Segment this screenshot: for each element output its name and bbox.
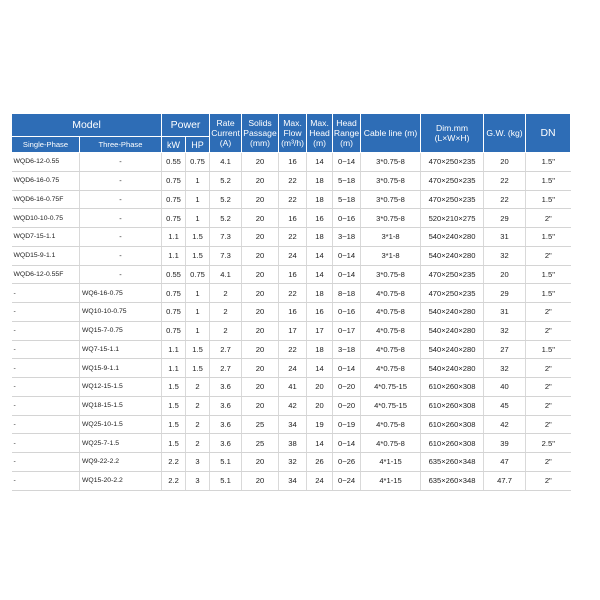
solids-cell: 20 xyxy=(242,284,279,303)
weight-cell: 29 xyxy=(484,209,526,228)
cable-cell: 4*0.75-15 xyxy=(361,378,421,397)
current-cell: 5.2 xyxy=(210,209,242,228)
solids-cell: 20 xyxy=(242,209,279,228)
table-row xyxy=(12,396,571,415)
head-range-cell: 0~16 xyxy=(333,303,361,322)
three-phase-cell: - xyxy=(80,171,162,190)
current-cell: 2.7 xyxy=(210,359,242,378)
flow-cell: 22 xyxy=(279,190,307,209)
hp-cell: 1.5 xyxy=(186,246,210,265)
table-row xyxy=(12,153,571,172)
cable-cell: 4*0.75-8 xyxy=(361,415,421,434)
head-range-cell: 0~20 xyxy=(333,396,361,415)
weight-cell: 45 xyxy=(484,396,526,415)
dn-cell: 1.5" xyxy=(526,190,571,209)
header-model: Model xyxy=(12,114,162,137)
dn-cell: 2.5" xyxy=(526,434,571,453)
dimension-cell: 610×260×308 xyxy=(421,434,484,453)
three-phase-cell: WQ18-15-1.5 xyxy=(80,396,162,415)
head-cell: 26 xyxy=(307,453,333,472)
kw-cell: 1.5 xyxy=(162,396,186,415)
dn-cell: 2" xyxy=(526,415,571,434)
cable-cell: 4*0.75-8 xyxy=(361,434,421,453)
weight-cell: 20 xyxy=(484,153,526,172)
hp-cell: 1 xyxy=(186,190,210,209)
cable-cell: 3*0.75-8 xyxy=(361,153,421,172)
current-cell: 2.7 xyxy=(210,340,242,359)
kw-cell: 1.5 xyxy=(162,434,186,453)
solids-cell: 20 xyxy=(242,378,279,397)
dimension-cell: 540×240×280 xyxy=(421,321,484,340)
header-max-flow: Max. Flow (m³/h) xyxy=(279,114,307,153)
table-row xyxy=(12,340,571,359)
cable-cell: 4*0.75-8 xyxy=(361,359,421,378)
head-range-cell: 0~14 xyxy=(333,246,361,265)
hp-cell: 2 xyxy=(186,378,210,397)
table-row xyxy=(12,434,571,453)
weight-cell: 31 xyxy=(484,303,526,322)
current-cell: 2 xyxy=(210,303,242,322)
head-range-cell: 0~17 xyxy=(333,321,361,340)
current-cell: 7.3 xyxy=(210,246,242,265)
dn-cell: 1.5" xyxy=(526,265,571,284)
kw-cell: 2.2 xyxy=(162,471,186,490)
dn-cell: 2" xyxy=(526,359,571,378)
kw-cell: 0.75 xyxy=(162,284,186,303)
header-max-head: Max. Head (m) xyxy=(307,114,333,153)
solids-cell: 20 xyxy=(242,453,279,472)
three-phase-cell: - xyxy=(80,228,162,247)
table-header xyxy=(12,114,571,153)
cable-cell: 4*0.75-8 xyxy=(361,303,421,322)
cable-cell: 4*0.75-15 xyxy=(361,396,421,415)
dimension-cell: 540×240×280 xyxy=(421,303,484,322)
single-phase-cell: WQD6-12-0.55 xyxy=(12,153,80,172)
table-row xyxy=(12,190,571,209)
cable-cell: 3*1-8 xyxy=(361,228,421,247)
header-gross-weight: G.W. (kg) xyxy=(484,114,526,153)
dimension-cell: 470×250×235 xyxy=(421,153,484,172)
hp-cell: 1 xyxy=(186,303,210,322)
table-row xyxy=(12,303,571,322)
solids-cell: 20 xyxy=(242,265,279,284)
dimension-cell: 635×260×348 xyxy=(421,471,484,490)
hp-cell: 1 xyxy=(186,284,210,303)
current-cell: 4.1 xyxy=(210,153,242,172)
table-row xyxy=(12,453,571,472)
three-phase-cell: WQ15-9-1.1 xyxy=(80,359,162,378)
single-phase-cell: - xyxy=(12,321,80,340)
hp-cell: 3 xyxy=(186,453,210,472)
dn-cell: 2" xyxy=(526,378,571,397)
table-row xyxy=(12,209,571,228)
table-row xyxy=(12,171,571,190)
weight-cell: 27 xyxy=(484,340,526,359)
cable-cell: 3*0.75-8 xyxy=(361,265,421,284)
weight-cell: 40 xyxy=(484,378,526,397)
weight-cell: 31 xyxy=(484,228,526,247)
kw-cell: 1.5 xyxy=(162,415,186,434)
solids-cell: 20 xyxy=(242,153,279,172)
kw-cell: 0.75 xyxy=(162,303,186,322)
three-phase-cell: WQ12-15-1.5 xyxy=(80,378,162,397)
head-range-cell: 0~26 xyxy=(333,453,361,472)
table-row xyxy=(12,246,571,265)
kw-cell: 0.75 xyxy=(162,209,186,228)
dimension-cell: 540×240×280 xyxy=(421,246,484,265)
three-phase-cell: - xyxy=(80,209,162,228)
head-range-cell: 3~18 xyxy=(333,228,361,247)
hp-cell: 1 xyxy=(186,209,210,228)
solids-cell: 20 xyxy=(242,228,279,247)
three-phase-cell: - xyxy=(80,190,162,209)
three-phase-cell: WQ15-20-2.2 xyxy=(80,471,162,490)
head-cell: 20 xyxy=(307,378,333,397)
flow-cell: 42 xyxy=(279,396,307,415)
weight-cell: 32 xyxy=(484,246,526,265)
solids-cell: 25 xyxy=(242,415,279,434)
current-cell: 3.6 xyxy=(210,396,242,415)
dn-cell: 1.5" xyxy=(526,228,571,247)
kw-cell: 1.5 xyxy=(162,378,186,397)
header-cable-line: Cable line (m) xyxy=(361,114,421,153)
head-range-cell: 0~24 xyxy=(333,471,361,490)
current-cell: 3.6 xyxy=(210,434,242,453)
dn-cell: 2" xyxy=(526,303,571,322)
dimension-cell: 610×260×308 xyxy=(421,378,484,397)
table-row xyxy=(12,471,571,490)
flow-cell: 16 xyxy=(279,209,307,228)
solids-cell: 20 xyxy=(242,396,279,415)
head-range-cell: 0~16 xyxy=(333,209,361,228)
table-row xyxy=(12,265,571,284)
single-phase-cell: WQD6-16-0.75 xyxy=(12,171,80,190)
head-range-cell: 5~18 xyxy=(333,171,361,190)
kw-cell: 0.75 xyxy=(162,171,186,190)
header-rate-current: Rate Current (A) xyxy=(210,114,242,153)
three-phase-cell: WQ25-7-1.5 xyxy=(80,434,162,453)
single-phase-cell: - xyxy=(12,359,80,378)
hp-cell: 1.5 xyxy=(186,228,210,247)
three-phase-cell: - xyxy=(80,265,162,284)
flow-cell: 24 xyxy=(279,246,307,265)
dimension-cell: 540×240×280 xyxy=(421,228,484,247)
head-range-cell: 0~14 xyxy=(333,434,361,453)
kw-cell: 1.1 xyxy=(162,340,186,359)
header-power: Power xyxy=(162,114,210,137)
weight-cell: 22 xyxy=(484,190,526,209)
hp-cell: 0.75 xyxy=(186,265,210,284)
header-head-range: Head Range (m) xyxy=(333,114,361,153)
header-dimensions: Dim.mm (L×W×H) xyxy=(421,114,484,153)
dimension-cell: 610×260×308 xyxy=(421,396,484,415)
head-cell: 18 xyxy=(307,340,333,359)
head-cell: 14 xyxy=(307,434,333,453)
dn-cell: 1.5" xyxy=(526,171,571,190)
hp-cell: 1.5 xyxy=(186,340,210,359)
cable-cell: 3*1-8 xyxy=(361,246,421,265)
dn-cell: 1.5" xyxy=(526,340,571,359)
head-cell: 18 xyxy=(307,171,333,190)
head-range-cell: 0~19 xyxy=(333,415,361,434)
three-phase-cell: WQ15-7-0.75 xyxy=(80,321,162,340)
table-row xyxy=(12,284,571,303)
flow-cell: 22 xyxy=(279,228,307,247)
three-phase-cell: WQ6-16-0.75 xyxy=(80,284,162,303)
weight-cell: 39 xyxy=(484,434,526,453)
single-phase-cell: WQD7-15-1.1 xyxy=(12,228,80,247)
flow-cell: 34 xyxy=(279,471,307,490)
single-phase-cell: - xyxy=(12,434,80,453)
single-phase-cell: WQD10-10-0.75 xyxy=(12,209,80,228)
three-phase-cell: WQ25-10-1.5 xyxy=(80,415,162,434)
kw-cell: 2.2 xyxy=(162,453,186,472)
weight-cell: 22 xyxy=(484,171,526,190)
head-cell: 18 xyxy=(307,228,333,247)
head-cell: 14 xyxy=(307,153,333,172)
head-cell: 24 xyxy=(307,471,333,490)
single-phase-cell: WQD6-12-0.55F xyxy=(12,265,80,284)
single-phase-cell: WQD6-16-0.75F xyxy=(12,190,80,209)
table-row xyxy=(12,228,571,247)
dimension-cell: 610×260×308 xyxy=(421,415,484,434)
cable-cell: 3*0.75-8 xyxy=(361,190,421,209)
head-range-cell: 8~18 xyxy=(333,284,361,303)
weight-cell: 32 xyxy=(484,321,526,340)
cable-cell: 4*0.75-8 xyxy=(361,321,421,340)
head-cell: 16 xyxy=(307,209,333,228)
weight-cell: 32 xyxy=(484,359,526,378)
flow-cell: 22 xyxy=(279,284,307,303)
weight-cell: 47.7 xyxy=(484,471,526,490)
single-phase-cell: - xyxy=(12,378,80,397)
flow-cell: 22 xyxy=(279,171,307,190)
dn-cell: 2" xyxy=(526,453,571,472)
current-cell: 2 xyxy=(210,321,242,340)
dimension-cell: 470×250×235 xyxy=(421,190,484,209)
dn-cell: 2" xyxy=(526,321,571,340)
head-range-cell: 5~18 xyxy=(333,190,361,209)
dimension-cell: 540×240×280 xyxy=(421,359,484,378)
dn-cell: 2" xyxy=(526,209,571,228)
head-range-cell: 0~20 xyxy=(333,378,361,397)
hp-cell: 2 xyxy=(186,396,210,415)
single-phase-cell: - xyxy=(12,284,80,303)
three-phase-cell: WQ9-22-2.2 xyxy=(80,453,162,472)
hp-cell: 0.75 xyxy=(186,153,210,172)
single-phase-cell: - xyxy=(12,396,80,415)
cable-cell: 3*0.75-8 xyxy=(361,209,421,228)
solids-cell: 20 xyxy=(242,190,279,209)
kw-cell: 0.75 xyxy=(162,190,186,209)
weight-cell: 29 xyxy=(484,284,526,303)
current-cell: 5.1 xyxy=(210,453,242,472)
head-cell: 20 xyxy=(307,396,333,415)
solids-cell: 20 xyxy=(242,471,279,490)
head-cell: 19 xyxy=(307,415,333,434)
single-phase-cell: - xyxy=(12,453,80,472)
flow-cell: 32 xyxy=(279,453,307,472)
current-cell: 5.2 xyxy=(210,190,242,209)
table-row xyxy=(12,359,571,378)
dimension-cell: 470×250×235 xyxy=(421,265,484,284)
kw-cell: 0.55 xyxy=(162,153,186,172)
dn-cell: 2" xyxy=(526,396,571,415)
head-range-cell: 3~18 xyxy=(333,340,361,359)
solids-cell: 20 xyxy=(242,321,279,340)
header-dn: DN xyxy=(526,114,571,153)
cable-cell: 4*0.75-8 xyxy=(361,340,421,359)
flow-cell: 22 xyxy=(279,340,307,359)
solids-cell: 20 xyxy=(242,303,279,322)
head-cell: 18 xyxy=(307,190,333,209)
flow-cell: 38 xyxy=(279,434,307,453)
dn-cell: 2" xyxy=(526,471,571,490)
single-phase-cell: - xyxy=(12,471,80,490)
dn-cell: 2" xyxy=(526,246,571,265)
hp-cell: 1.5 xyxy=(186,359,210,378)
pump-spec-table xyxy=(11,113,571,491)
flow-cell: 17 xyxy=(279,321,307,340)
dimension-cell: 540×240×280 xyxy=(421,340,484,359)
flow-cell: 24 xyxy=(279,359,307,378)
kw-cell: 0.75 xyxy=(162,321,186,340)
single-phase-cell: WQD15-9-1.1 xyxy=(12,246,80,265)
single-phase-cell: - xyxy=(12,340,80,359)
hp-cell: 3 xyxy=(186,471,210,490)
cable-cell: 4*0.75-8 xyxy=(361,284,421,303)
current-cell: 4.1 xyxy=(210,265,242,284)
head-cell: 17 xyxy=(307,321,333,340)
head-range-cell: 0~14 xyxy=(333,265,361,284)
cable-cell: 4*1-15 xyxy=(361,453,421,472)
flow-cell: 34 xyxy=(279,415,307,434)
dn-cell: 1.5" xyxy=(526,284,571,303)
spec-table-container xyxy=(11,113,570,491)
three-phase-cell: - xyxy=(80,153,162,172)
weight-cell: 42 xyxy=(484,415,526,434)
current-cell: 3.6 xyxy=(210,378,242,397)
head-cell: 18 xyxy=(307,284,333,303)
dimension-cell: 470×250×235 xyxy=(421,284,484,303)
single-phase-cell: - xyxy=(12,415,80,434)
flow-cell: 16 xyxy=(279,265,307,284)
three-phase-cell: - xyxy=(80,246,162,265)
solids-cell: 20 xyxy=(242,340,279,359)
current-cell: 5.2 xyxy=(210,171,242,190)
single-phase-cell: - xyxy=(12,303,80,322)
flow-cell: 41 xyxy=(279,378,307,397)
solids-cell: 20 xyxy=(242,171,279,190)
kw-cell: 1.1 xyxy=(162,359,186,378)
flow-cell: 16 xyxy=(279,303,307,322)
current-cell: 3.6 xyxy=(210,415,242,434)
hp-cell: 2 xyxy=(186,415,210,434)
kw-cell: 1.1 xyxy=(162,246,186,265)
solids-cell: 25 xyxy=(242,434,279,453)
current-cell: 2 xyxy=(210,284,242,303)
three-phase-cell: WQ10-10-0.75 xyxy=(80,303,162,322)
dimension-cell: 635×260×348 xyxy=(421,453,484,472)
table-body xyxy=(12,153,571,491)
cable-cell: 3*0.75-8 xyxy=(361,171,421,190)
dimension-cell: 470×250×235 xyxy=(421,171,484,190)
head-cell: 14 xyxy=(307,265,333,284)
table-row xyxy=(12,378,571,397)
head-range-cell: 0~14 xyxy=(333,359,361,378)
header-solids-passage: Solids Passage (mm) xyxy=(242,114,279,153)
hp-cell: 2 xyxy=(186,434,210,453)
table-row xyxy=(12,321,571,340)
kw-cell: 1.1 xyxy=(162,228,186,247)
weight-cell: 47 xyxy=(484,453,526,472)
hp-cell: 1 xyxy=(186,171,210,190)
header-three-phase: Three-Phase xyxy=(80,137,162,153)
dn-cell: 1.5" xyxy=(526,153,571,172)
solids-cell: 20 xyxy=(242,246,279,265)
head-cell: 14 xyxy=(307,359,333,378)
header-hp: HP xyxy=(186,137,210,153)
head-cell: 14 xyxy=(307,246,333,265)
kw-cell: 0.55 xyxy=(162,265,186,284)
hp-cell: 1 xyxy=(186,321,210,340)
three-phase-cell: WQ7-15-1.1 xyxy=(80,340,162,359)
current-cell: 7.3 xyxy=(210,228,242,247)
header-kw: kW xyxy=(162,137,186,153)
header-single-phase: Single-Phase xyxy=(12,137,80,153)
head-range-cell: 0~14 xyxy=(333,153,361,172)
table-row xyxy=(12,415,571,434)
current-cell: 5.1 xyxy=(210,471,242,490)
flow-cell: 16 xyxy=(279,153,307,172)
dimension-cell: 520×210×275 xyxy=(421,209,484,228)
weight-cell: 20 xyxy=(484,265,526,284)
head-cell: 16 xyxy=(307,303,333,322)
solids-cell: 20 xyxy=(242,359,279,378)
cable-cell: 4*1-15 xyxy=(361,471,421,490)
